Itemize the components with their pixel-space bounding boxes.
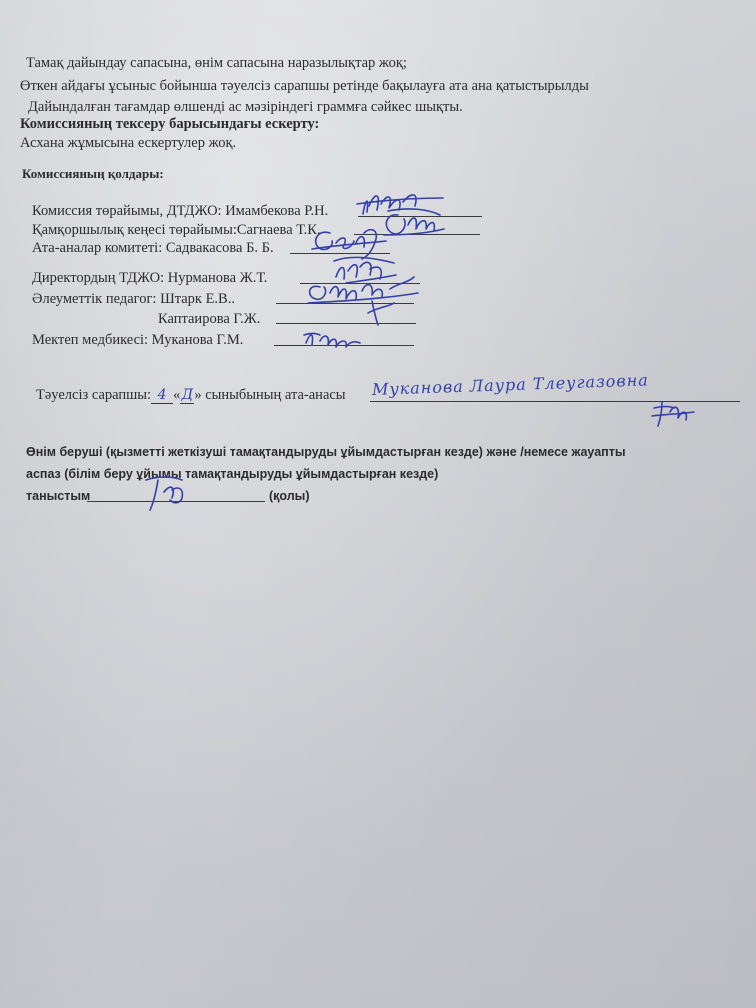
- member-line: Директордың ТДЖО: Нурманова Ж.Т.: [32, 270, 268, 286]
- expert-letter: Д: [181, 387, 194, 403]
- member-line: Қамқоршылық кеңесі төрайымы:Сагнаева Т.К.: [32, 222, 321, 238]
- member-line: Комиссия төрайымы, ДТДЖО: Имамбекова Р.Н.: [32, 203, 329, 219]
- supplier-signature: [138, 470, 190, 512]
- member-line: Әлеуметтік педагог: Штарк Е.В..: [32, 291, 235, 307]
- signatures-heading: Комиссияның қолдары:: [22, 166, 164, 181]
- expert-handwritten-name: Муканова Лаура Тлеугазовна: [371, 370, 650, 399]
- supplier-line: Өнім беруші (қызметті жеткізуші тамақтандыруды ұйымдастырған кезде) және /немесе жауапты: [26, 445, 626, 459]
- member-line: Ата-аналар комитеті: Садвакасова Б. Б.: [32, 240, 274, 256]
- expert-signature: [648, 396, 696, 428]
- expert-label-start: Тәуелсіз сарапшы:: [36, 387, 152, 403]
- familiar-label: таныстым: [26, 489, 91, 503]
- text-line: Өткен айдағы ұсыныс бойынша тәуелсіз сарапшы ретінде бақылауға ата ана қатыстырылды: [20, 78, 589, 94]
- signature-shtark: [302, 273, 420, 328]
- expert-grade: 4: [151, 387, 173, 404]
- expert-open-quote: «: [173, 387, 181, 403]
- check-note: Асхана жұмысына ескертулер жоқ.: [20, 135, 237, 151]
- check-heading: Комиссияның тексеру барысындағы ескерту:: [20, 116, 320, 132]
- signature-sagnaeva: [378, 205, 448, 245]
- text-line: Тамақ дайындау сапасына, өнім сапасына наразылықтар жоқ;: [26, 55, 407, 71]
- member-line: Каптаирова Г.Ж.: [158, 311, 261, 327]
- member-line: Мектеп медбикесі: Муканова Г.М.: [32, 332, 244, 348]
- text-line: Дайындалған тағамдар өлшенді ас мәзіріндегі граммға сәйкес шықты.: [28, 99, 463, 115]
- expert-label-end: » сыныбының ата-анасы: [194, 387, 346, 403]
- sign-label: (қолы): [269, 489, 310, 503]
- signature-mukanova: [300, 325, 370, 351]
- expert-label: [36, 387, 346, 404]
- supplier-line: аспаз (білім беру ұйымы тамақтандыруды ұйымдастырған кезде): [26, 467, 439, 481]
